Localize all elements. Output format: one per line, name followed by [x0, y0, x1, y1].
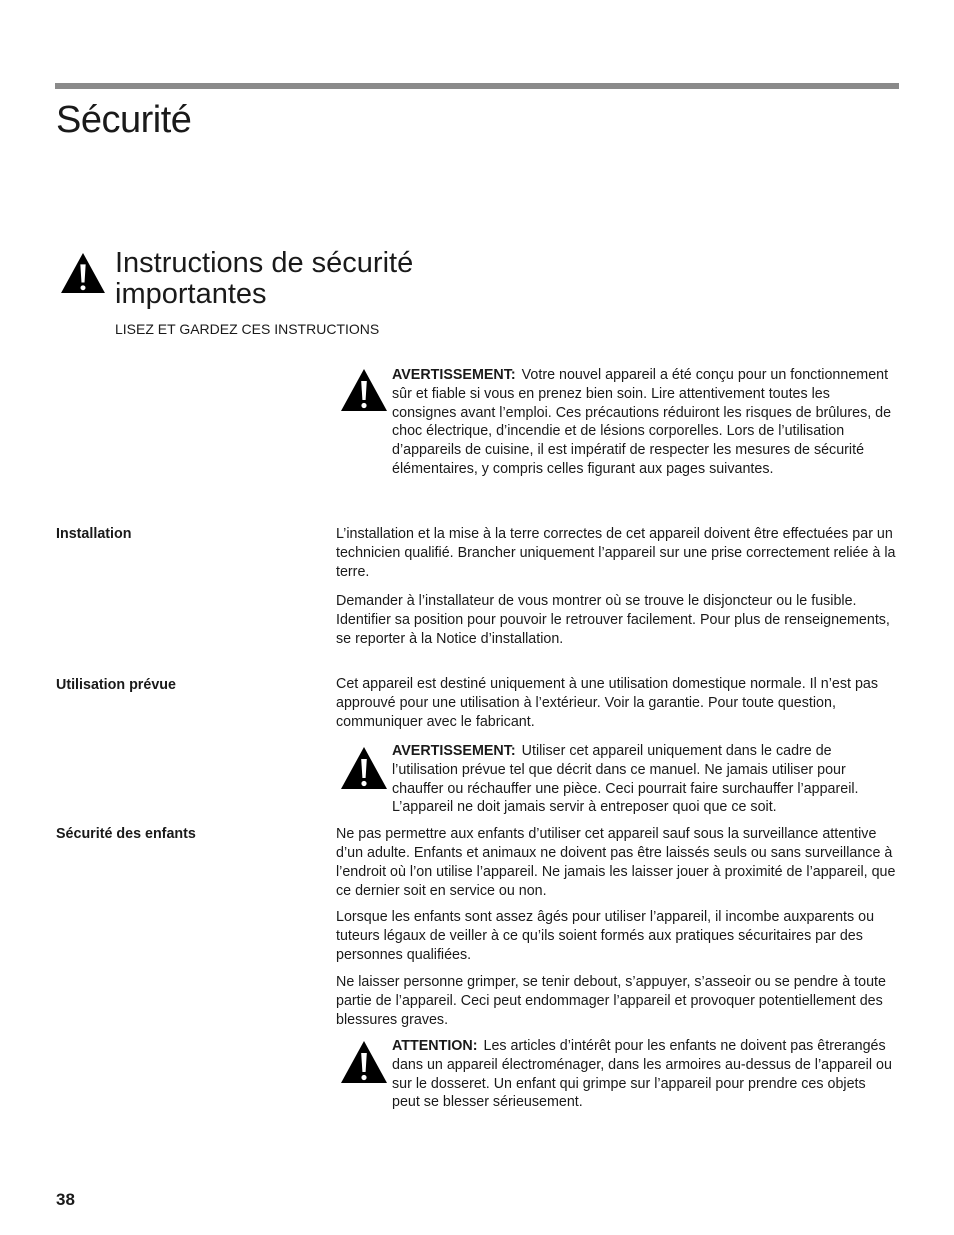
page-number: 38 [56, 1190, 75, 1209]
paragraph: Lorsque les enfants sont assez âgés pour utiliser l’appareil, il incombe auxparents ou tuteurs légaux de veiller à ce qu’ils soient formés aux pratiques sécuritaires par des personnes qualifiées. [336, 909, 875, 963]
warning-triangle-icon [340, 1040, 388, 1084]
warning-block [392, 1037, 894, 1112]
paragraph: Ne pas permettre aux enfants d’utiliser cet appareil sauf sous la surveillance attentive d’un adulte. Enfants et animaux ne doivent pas être laissés seuls ou sans surveillance à l’endroit où l’on utilise l’appareil. Ne jamais les laisser jouer à proximité de l’appareil, que ce dernier soit en service ou non. [336, 826, 896, 899]
warning-text: Votre nouvel appareil a été conçu pour un fonctionnement sûr et fiable si vous en prenez bien soin. Lire attentivement toutes les consignes avant l’emploi. Ces précautions réduiront les risques de brûlures, de choc électrique, d’incendie et de lésions corporelles. Lors de l’utilisation d’appareils de cuisine, il est impératif de respecter les mesures de sécurité élémentaires, y compris celles figurant aux pages suivantes. [392, 367, 892, 477]
paragraph: Cet appareil est destiné uniquement à une utilisation domestique normale. Il n’est pas approuvé pour une utilisation à l’extérieur. Voir la garantie. Pour toute question, communiquer avec le fabricant. [336, 676, 879, 730]
paragraph: Ne laisser personne grimper, se tenir debout, s’appuyer, s’asseoir ou se pendre à toute partie de l’appareil. Ceci peut endommager l’appareil et provoquer potentiellement des blessures graves. [336, 974, 886, 1028]
subtitle: LISEZ ET GARDEZ CES INSTRUCTIONS [115, 321, 380, 337]
section-label-installation: Installation [56, 526, 132, 542]
warning-triangle-icon [60, 252, 106, 294]
warning-triangle-icon [340, 368, 388, 412]
page-title: Sécurité [56, 99, 192, 141]
section-label-securite-enfants: Sécurité des enfants [56, 826, 196, 842]
warning-block [392, 366, 894, 479]
warning-label: ATTENTION: [392, 1038, 478, 1054]
warning-triangle-icon [340, 746, 388, 790]
warning-text: Utiliser cet appareil uniquement dans le cadre de l’utilisation prévue tel que décrit dans ce manuel. Ne jamais utiliser pour chauffer ou réchauffer une pièce. Ceci pourrait faire surchauffer l’appareil. L’appareil ne doit jamais servir à entreposer quoi que ce soit. [392, 743, 859, 816]
warning-text: Les articles d’intérêt pour les enfants ne doivent pas êtrerangés dans un appareil électroménager, dans les armoires au-dessus de l’appareil ou sur le dosseret. Un enfant qui grimpe sur l’appareil pour prendre ces objets peut se blesser sérieusement. [392, 1038, 892, 1111]
top-rule [55, 83, 899, 89]
paragraph: L’installation et la mise à la terre correctes de cet appareil doivent être effectuées par un technicien qualifié. Brancher uniquement l’appareil sur une prise correctement reliée à la terre. [336, 526, 896, 580]
section-label-utilisation-prevue: Utilisation prévue [56, 677, 176, 693]
warning-block [392, 742, 894, 817]
section-heading: Instructions de sécurité importantes [115, 247, 414, 310]
warning-label: AVERTISSEMENT: [392, 743, 516, 759]
paragraph: Demander à l’installateur de vous montrer où se trouve le disjoncteur ou le fusible. Identifier sa position pour pouvoir le retrouver facilement. Pour plus de renseignements, se reporter à la Notice d’installation. [336, 593, 890, 647]
warning-label: AVERTISSEMENT: [392, 367, 516, 383]
